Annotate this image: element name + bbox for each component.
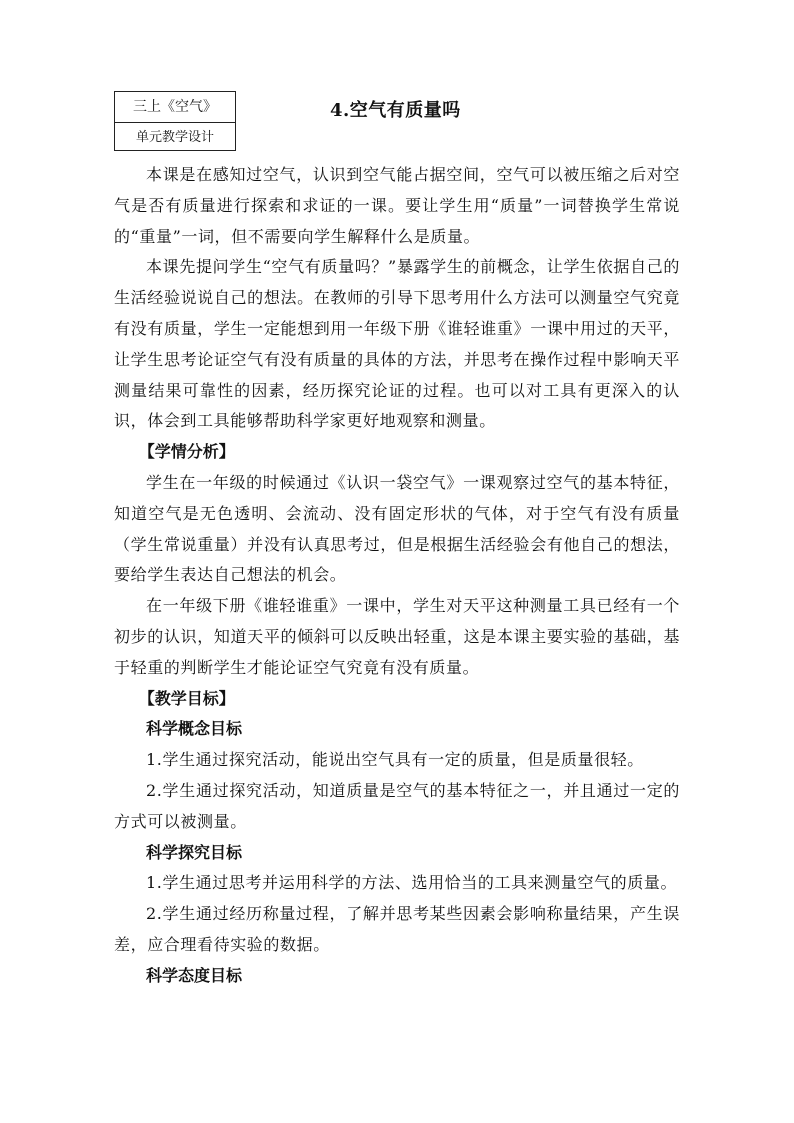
intro-paragraph-2: 本课先提问学生“空气有质量吗？”暴露学生的前概念，让学生依据自己的生活经验说说自己的想法。在教师的引导下思考用什么方法可以测量空气究竟有没有质量，学生一定能想到用一年级下册《谁轻谁重》一课中用过的天平，让学生思考论证空气有没有质量的具体的方法，并思考在操作过程中影响天平测量结果可靠性的因素，经历探究论证的过程。也可以对工具有更深入的认识，体会到工具能够帮助科学家更好地观察和测量。	[114, 257, 680, 431]
subheading-attitude-goals: 科学态度目标	[146, 965, 243, 985]
section-heading-analysis: 【学情分析】	[138, 442, 235, 462]
analysis-paragraph-2: 在一年级下册《谁轻谁重》一课中，学生对天平这种测量工具已经有一个初步的认识，知道天平的倾斜可以反映出轻重，这是本课主要实验的基础，基于轻重的判断学生才能论证空气究竟有没有质量。	[114, 596, 680, 677]
subheading-inquiry-goals: 科学探究目标	[146, 842, 243, 862]
intro-paragraph-1: 本课是在感知过空气，认识到空气能占据空间，空气可以被压缩之后对空气是否有质量进行探索和求证的一课。要让学生用“质量”一词替换学生常说的“重量”一词，但不需要向学生解释什么是质量。	[114, 165, 680, 246]
document-body	[114, 160, 680, 992]
unit-label-box	[114, 91, 236, 151]
lesson-title: 4.空气有质量吗	[330, 100, 461, 121]
subheading-concept-goals: 科学概念目标	[146, 719, 243, 739]
inquiry-goal-1: 1.学生通过思考并运用科学的方法、选用恰当的工具来测量空气的质量。	[146, 873, 678, 893]
section-heading-goals: 【教学目标】	[138, 688, 235, 708]
unit-name: 三上《空气》	[115, 92, 235, 123]
inquiry-goal-2: 2.学生通过经历称量过程，了解并思考某些因素会影响称量结果，产生误差，应合理看待实验的数据。	[114, 904, 680, 954]
unit-subtitle: 单元教学设计	[135, 130, 214, 145]
analysis-paragraph-1: 学生在一年级的时候通过《认识一袋空气》一课观察过空气的基本特征，知道空气是无色透明、会流动、没有固定形状的气体，对于空气有没有质量（学生常说重量）并没有认真思考过，但是根据生活经验会有他自己的想法，要给学生表达自己想法的机会。	[114, 472, 680, 585]
concept-goal-1: 1.学生通过探究活动，能说出空气具有一定的质量，但是质量很轻。	[146, 750, 644, 770]
concept-goal-2: 2.学生通过探究活动，知道质量是空气的基本特征之一，并且通过一定的方式可以被测量。	[114, 780, 680, 831]
